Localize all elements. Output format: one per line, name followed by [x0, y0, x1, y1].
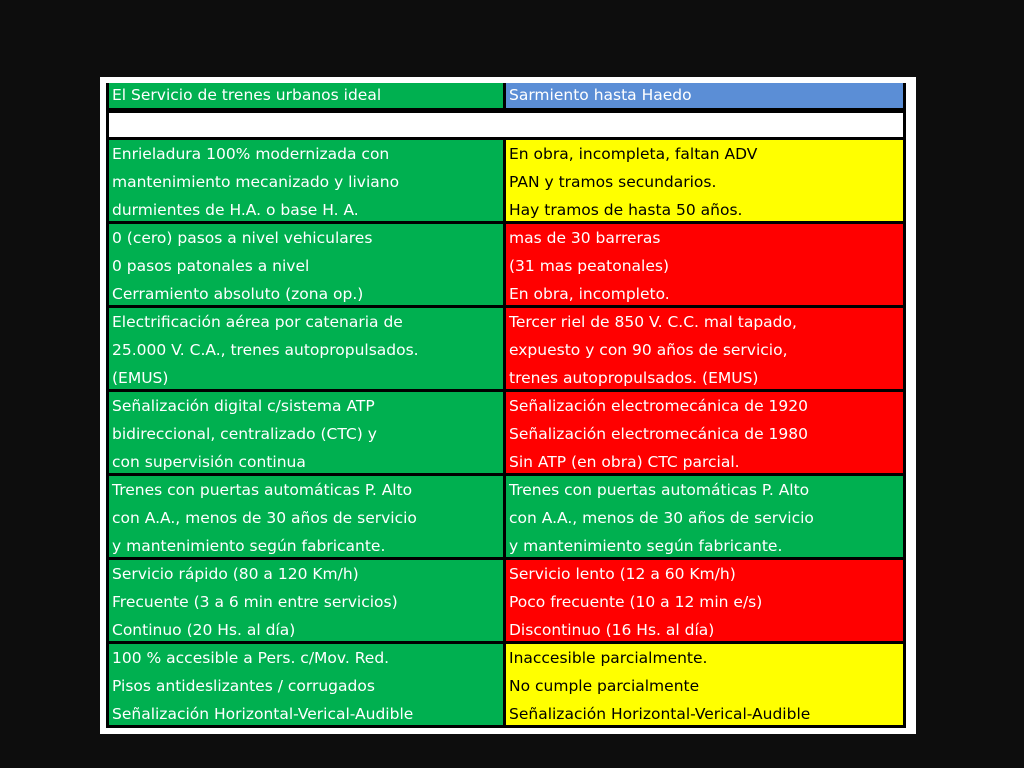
row-4-sarmiento-line-3: Sin ATP (en obra) CTC parcial.	[509, 453, 740, 471]
row-6-ideal-line-3: Continuo (20 Hs. al día)	[112, 621, 296, 639]
row-6-sarmiento-line-3: Discontinuo (16 Hs. al día)	[509, 621, 715, 639]
row-6-sarmiento-cell	[506, 560, 903, 641]
row-2-sarmiento-line-1: mas de 30 barreras	[509, 229, 661, 247]
row-5-ideal-line-2: con A.A., menos de 30 años de servicio	[112, 509, 417, 527]
row-4-sarmiento-cell	[506, 392, 903, 473]
row-2-ideal-line-1: 0 (cero) pasos a nivel vehiculares	[112, 229, 373, 247]
row-1-sarmiento-line-3: Hay tramos de hasta 50 años.	[509, 201, 743, 219]
row-3-ideal-line-2: 25.000 V. C.A., trenes autopropulsados.	[112, 341, 419, 359]
row-5-sarmiento-cell	[506, 476, 903, 557]
row-2-sarmiento-cell	[506, 224, 903, 305]
header-ideal-label: El Servicio de trenes urbanos ideal	[112, 86, 382, 104]
row-1-sarmiento-cell	[506, 140, 903, 221]
row-7-sarmiento-cell	[506, 644, 903, 725]
row-1-ideal-line-1: Enrieladura 100% modernizada con	[112, 145, 390, 163]
row-3-ideal-cell	[109, 308, 503, 389]
row-6-ideal-line-1: Servicio rápido (80 a 120 Km/h)	[112, 565, 359, 583]
row-5-ideal-line-1: Trenes con puertas automáticas P. Alto	[112, 481, 413, 499]
slide-frame	[100, 77, 916, 734]
header-ideal-cell	[109, 83, 503, 108]
row-7-sarmiento-line-1: Inaccesible parcialmente.	[509, 649, 708, 667]
row-1-ideal-cell	[109, 140, 503, 221]
row-6-sarmiento-line-2: Poco frecuente (10 a 12 min e/s)	[509, 593, 763, 611]
row-4-sarmiento-line-2: Señalización electromecánica de 1980	[509, 425, 808, 443]
row-7-ideal-line-2: Pisos antideslizantes / corrugados	[112, 677, 375, 695]
row-5-sarmiento-line-3: y mantenimiento según fabricante.	[509, 537, 783, 555]
row-2-ideal-line-3: Cerramiento absoluto (zona op.)	[112, 285, 364, 303]
row-2-ideal-line-2: 0 pasos patonales a nivel	[112, 257, 310, 275]
row-1-ideal-line-2: mantenimiento mecanizado y liviano	[112, 173, 400, 191]
row-7-ideal-line-3: Señalización Horizontal-Verical-Audible	[112, 705, 414, 723]
row-4-ideal-cell	[109, 392, 503, 473]
row-3-sarmiento-line-1: Tercer riel de 850 V. C.C. mal tapado,	[509, 313, 797, 331]
row-5-ideal-cell	[109, 476, 503, 557]
row-5-sarmiento-line-1: Trenes con puertas automáticas P. Alto	[509, 481, 810, 499]
row-1-sarmiento-line-1: En obra, incompleta, faltan ADV	[509, 145, 758, 163]
row-5-ideal-line-3: y mantenimiento según fabricante.	[112, 537, 386, 555]
header-sarmiento-cell	[506, 83, 903, 108]
row-3-ideal-line-3: (EMUS)	[112, 369, 169, 387]
row-6-sarmiento-line-1: Servicio lento (12 a 60 Km/h)	[509, 565, 736, 583]
row-7-ideal-line-1: 100 % accesible a Pers. c/Mov. Red.	[112, 649, 390, 667]
row-5-sarmiento-line-2: con A.A., menos de 30 años de servicio	[509, 509, 814, 527]
row-4-ideal-line-1: Señalización digital c/sistema ATP	[112, 397, 375, 415]
row-6-ideal-line-2: Frecuente (3 a 6 min entre servicios)	[112, 593, 398, 611]
row-2-ideal-cell	[109, 224, 503, 305]
row-2-sarmiento-line-3: En obra, incompleto.	[509, 285, 670, 303]
row-7-sarmiento-line-3: Señalización Horizontal-Verical-Audible	[509, 705, 811, 723]
comparison-table	[106, 83, 906, 728]
row-3-sarmiento-line-3: trenes autopropulsados. (EMUS)	[509, 369, 759, 387]
row-3-ideal-line-1: Electrificación aérea por catenaria de	[112, 313, 403, 331]
row-2-sarmiento-line-2: (31 mas peatonales)	[509, 257, 670, 275]
blank-separator-row	[109, 113, 903, 137]
row-7-ideal-cell	[109, 644, 503, 725]
row-3-sarmiento-cell	[506, 308, 903, 389]
row-3-sarmiento-line-2: expuesto y con 90 años de servicio,	[509, 341, 788, 359]
row-6-ideal-cell	[109, 560, 503, 641]
row-1-ideal-line-3: durmientes de H.A. o base H. A.	[112, 201, 359, 219]
header-sarmiento-label: Sarmiento hasta Haedo	[509, 86, 692, 104]
row-4-ideal-line-3: con supervisión continua	[112, 453, 306, 471]
row-4-sarmiento-line-1: Señalización electromecánica de 1920	[509, 397, 808, 415]
row-1-sarmiento-line-2: PAN y tramos secundarios.	[509, 173, 717, 191]
row-7-sarmiento-line-2: No cumple parcialmente	[509, 677, 700, 695]
row-4-ideal-line-2: bidireccional, centralizado (CTC) y	[112, 425, 377, 443]
